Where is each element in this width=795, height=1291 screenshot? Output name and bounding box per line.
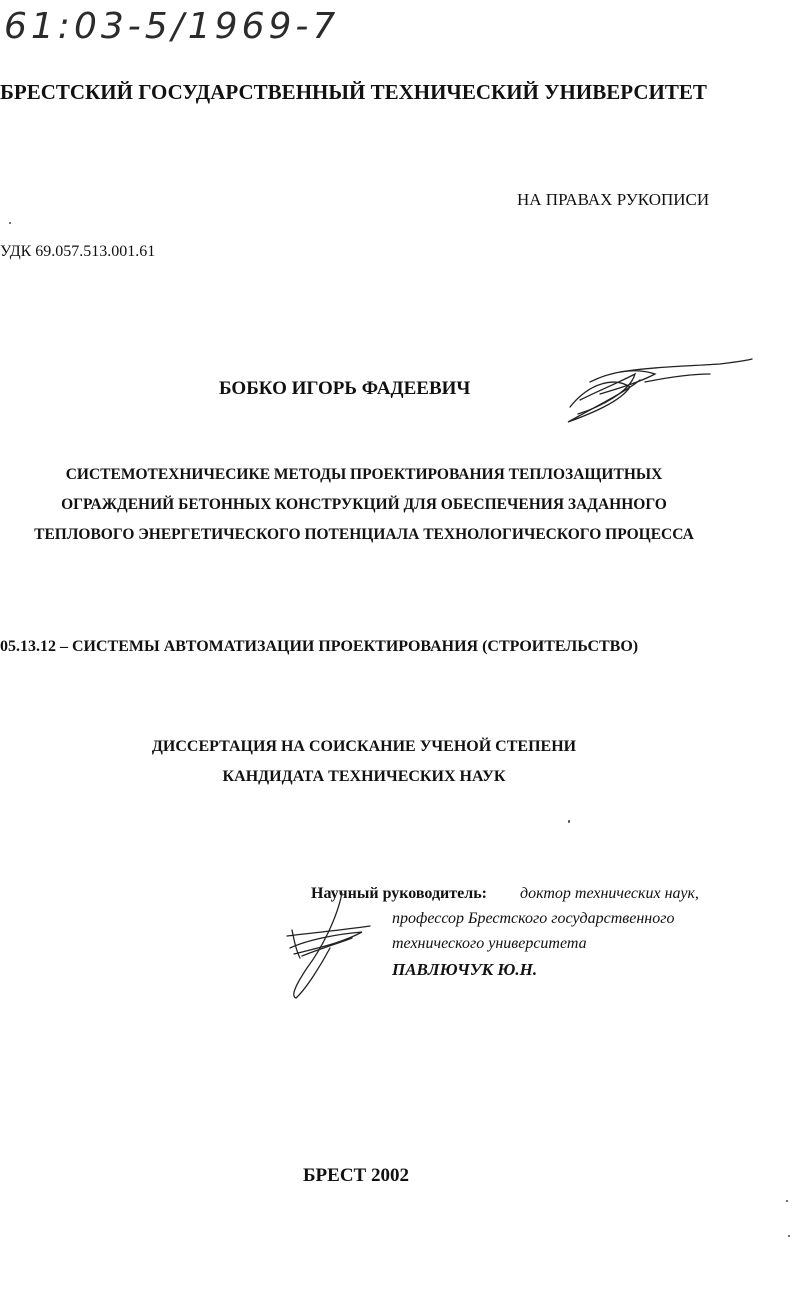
advisor-label: Научный руководитель: xyxy=(311,885,487,902)
degree-line: КАНДИДАТА ТЕХНИЧЕСКИХ НАУК xyxy=(222,768,506,785)
scan-speck xyxy=(9,222,11,224)
advisor-signature xyxy=(282,888,377,1003)
manuscript-note: НА ПРАВАХ РУКОПИСИ xyxy=(517,190,710,209)
advisor-name: ПАВЛЮЧУК Ю.Н. xyxy=(392,960,538,979)
title-line: ТЕПЛОВОГО ЭНЕРГЕТИЧЕСКОГО ПОТЕНЦИАЛА ТЕХНОЛОГИЧЕСКОГО ПРОЦЕССА xyxy=(34,526,694,543)
advisor-degree: доктор технических наук, xyxy=(520,885,699,902)
title-line: СИСТЕМОТЕХНИЧЕСИКЕ МЕТОДЫ ПРОЕКТИРОВАНИЯ ТЕПЛОЗАЩИТНЫХ xyxy=(65,466,663,483)
advisor-position-line: технического университета xyxy=(392,935,587,952)
advisor-position-line: профессор Брестского государственного xyxy=(392,910,675,927)
specialty-code: 05.13.12 – СИСТЕМЫ АВТОМАТИЗАЦИИ ПРОЕКТИРОВАНИЯ (СТРОИТЕЛЬСТВО) xyxy=(0,638,639,655)
udk-code: УДК 69.057.513.001.61 xyxy=(0,243,156,260)
place-and-year: БРЕСТ 2002 xyxy=(303,1165,409,1186)
university-name: БРЕСТСКИЙ ГОСУДАРСТВЕННЫЙ ТЕХНИЧЕСКИЙ УНИВЕРСИТЕТ xyxy=(0,80,707,104)
author-name: БОБКО ИГОРЬ ФАДЕЕВИЧ xyxy=(219,378,471,399)
archive-code-handwritten: 61:03-5/1969-7 xyxy=(4,6,340,47)
scan-speck xyxy=(788,1235,790,1237)
degree-statement xyxy=(0,732,728,792)
dissertation-title xyxy=(0,460,728,550)
scan-speck xyxy=(786,1200,788,1202)
scan-speck xyxy=(568,820,570,823)
degree-line: ДИССЕРТАЦИЯ НА СОИСКАНИЕ УЧЕНОЙ СТЕПЕНИ xyxy=(151,738,577,755)
author-signature xyxy=(560,352,755,427)
title-line: ОГРАЖДЕНИЙ БЕТОННЫХ КОНСТРУКЦИЙ ДЛЯ ОБЕСПЕЧЕНИЯ ЗАДАННОГО xyxy=(61,496,667,513)
